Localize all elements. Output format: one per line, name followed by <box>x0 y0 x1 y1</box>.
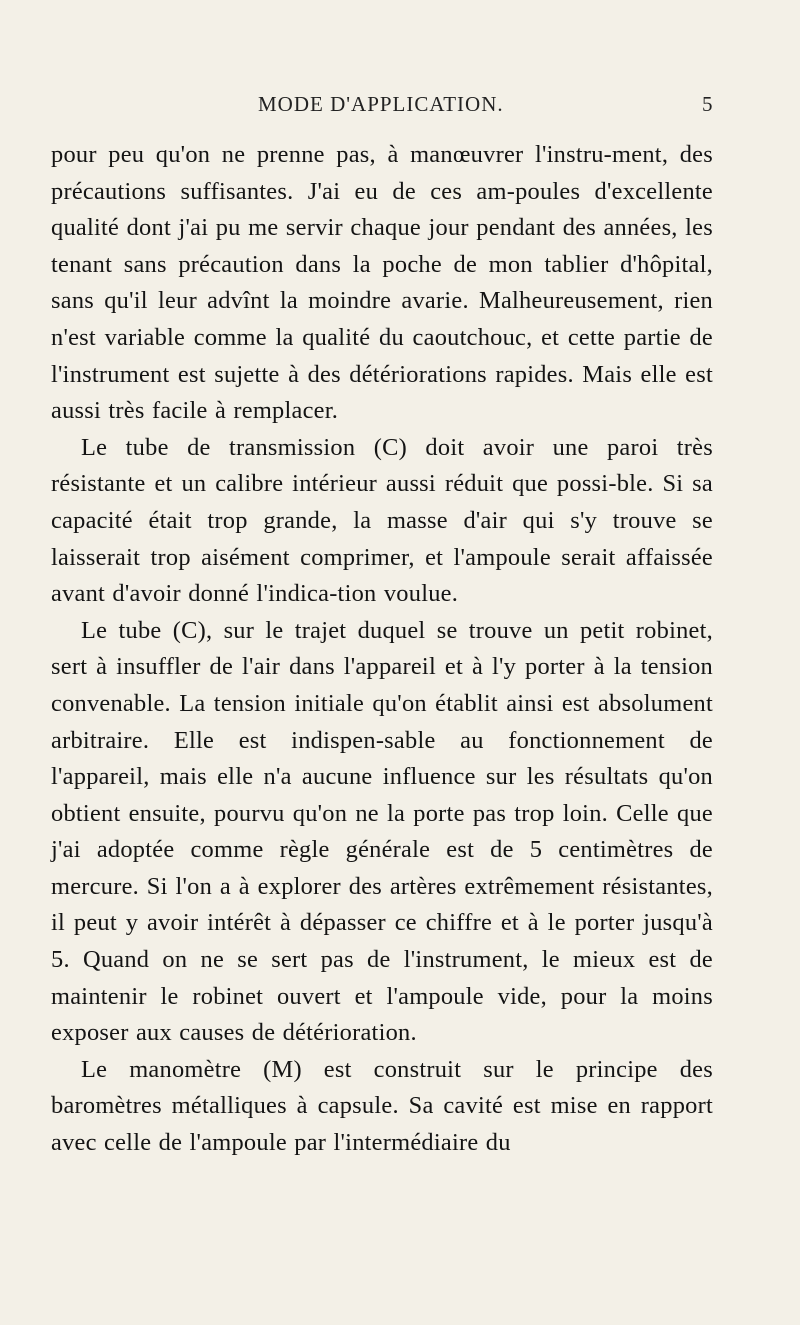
paragraph-tube-c-robinet: Le tube (C), sur le trajet duquel se trouve un petit robinet, sert à insuffler de l'air dans l'appareil et à l'y porter à la tension convenable. La tension initiale qu'on établit ainsi est absolument arbitraire. Elle est indispen-sable au fonctionnement de l'appareil, mais elle n'a aucune influence sur les résultats qu'on obtient ensuite, pourvu qu'on ne la porte pas trop loin. Celle que j'ai adoptée comme règle générale est de 5 centimètres de mercure. Si l'on a à explorer des artères extrêmement résistantes, il peut y avoir intérêt à dépasser ce chiffre et à le porter jusqu'à 5. Quand on ne se sert pas de l'instrument, le mieux est de maintenir le robinet ouvert et l'ampoule vide, pour la moins exposer aux causes de détérioration. <box>51 616 713 1047</box>
paragraph-continuation: pour peu qu'on ne prenne pas, à manœuvrer l'instru-ment, des précautions suffisantes. J'ai eu de ces am-poules d'excellente qualité dont j'ai pu me servir chaque jour pendant des années, les tenant sans précaution dans la poche de mon tablier d'hôpital, sans qu'il leur advînt la moindre avarie. Malheureusement, rien n'est variable comme la qualité du caoutchouc, et cette partie de l'instrument est sujette à des détériorations rapides. Mais elle est aussi très facile à remplacer. <box>51 141 713 425</box>
running-header <box>0 92 800 122</box>
paragraph-transmission-tube: Le tube de transmission (C) doit avoir une paroi très résistante et un calibre intérieur aussi réduit que possi-ble. Si sa capacité était trop grande, la masse d'air qui s'y trouve se laisserait trop aisément comprimer, et l'ampoule serait affaissée avant d'avoir donné l'indica-tion voulue. <box>51 433 713 608</box>
page-number: 5 <box>702 92 713 116</box>
body-text <box>51 137 713 1162</box>
running-title: MODE D'APPLICATION. <box>258 92 504 116</box>
paragraph-manometer: Le manomètre (M) est construit sur le principe des baromètres métalliques à capsule. Sa cavité est mise en rapport avec celle de l'ampoule par l'intermédiaire du <box>51 1055 713 1157</box>
